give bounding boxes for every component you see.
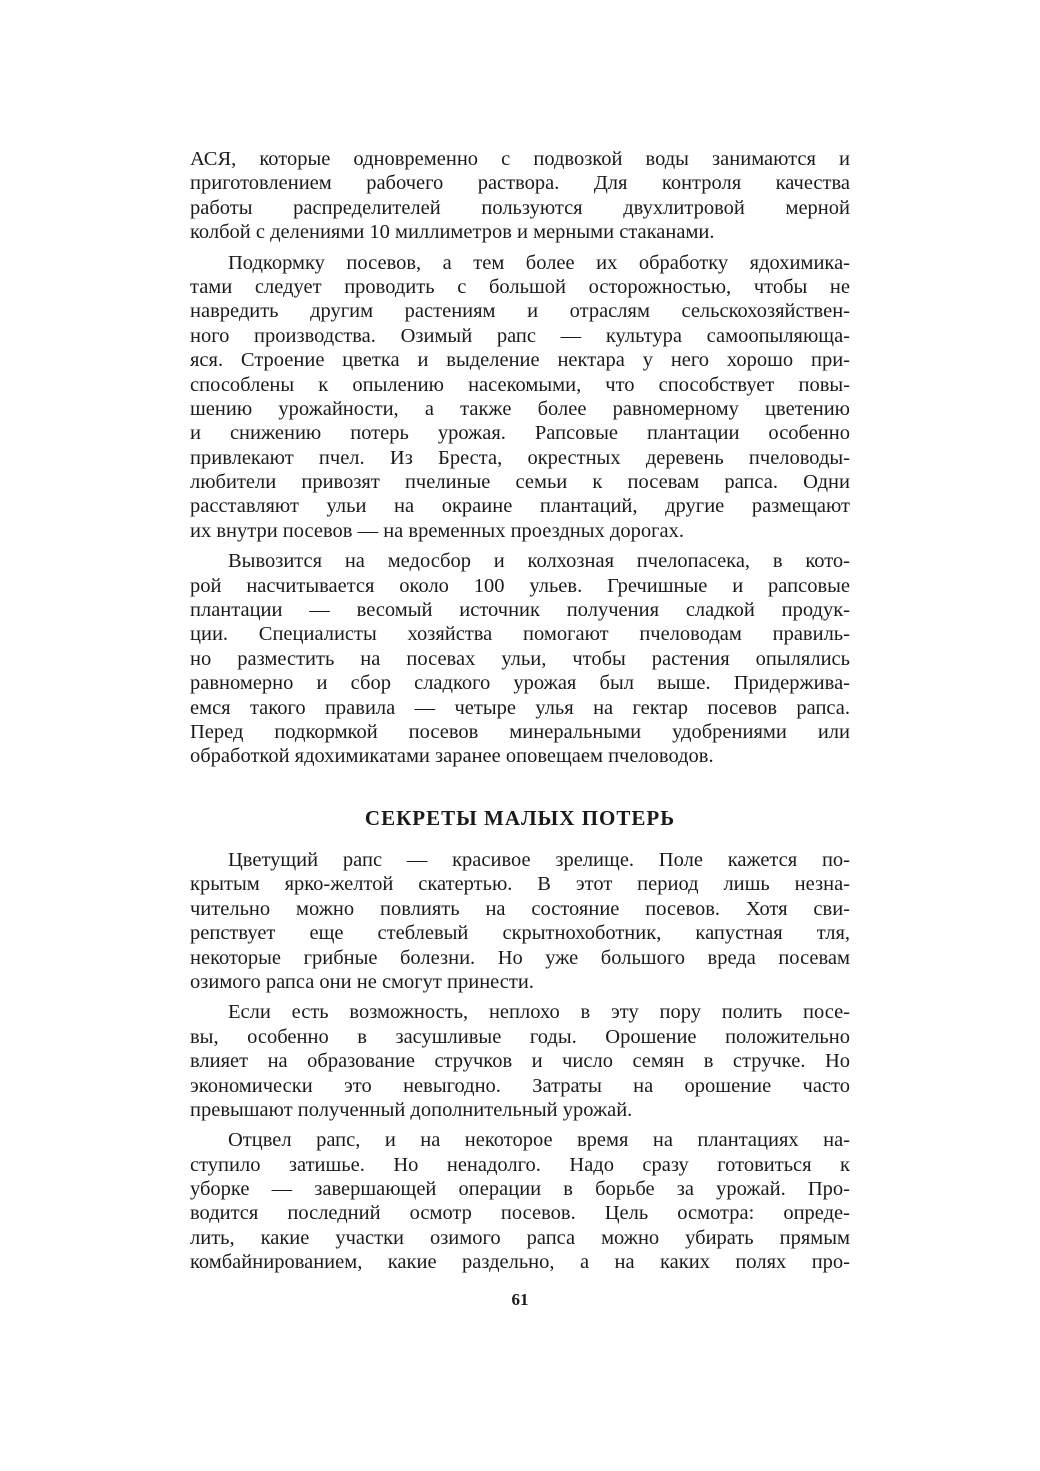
text-line: емся такого правила — четыре улья на гектар посевов рапса. xyxy=(190,696,850,719)
text-line: Если есть возможность, неплохо в эту пору полить посе- xyxy=(228,1001,850,1024)
text-line: но разместить на посевах ульи, чтобы растения опылялись xyxy=(190,647,850,670)
text-line: тами следует проводить с большой осторожностью, чтобы не xyxy=(190,275,850,298)
text-line: крытым ярко-желтой скатертью. В этот период лишь незна- xyxy=(190,873,850,896)
text-line: ного производства. Озимый рапс — культура самоопыляюща- xyxy=(190,324,850,347)
text-line: навредить другим растениям и отраслям сельскохозяйствен- xyxy=(190,300,850,323)
text-line: влияет на образование стручков и число семян в стручке. Но xyxy=(190,1050,850,1073)
text-line: колбой с делениями 10 миллиметров и мерными стаканами. xyxy=(190,221,715,244)
text-line: уборке — завершающей операции в борьбе за урожай. Про- xyxy=(190,1178,850,1201)
section-one-text xyxy=(190,147,850,775)
text-line: шению урожайности, а также более равномерному цветению xyxy=(190,397,850,420)
text-line: экономически это невыгодно. Затраты на орошение часто xyxy=(190,1074,850,1097)
page-number: 61 xyxy=(511,1290,529,1309)
text-line: рой насчитывается около 100 ульев. Гречишные и рапсовые xyxy=(190,574,850,597)
text-line: приготовлением рабочего раствора. Для контроля качества xyxy=(190,172,850,195)
text-line: привлекают пчел. Из Бреста, окрестных деревень пчеловоды- xyxy=(190,446,850,469)
text-line: Подкормку посевов, а тем более их обработку ядохимика- xyxy=(228,251,850,274)
text-line: обработкой ядохимикатами заранее оповещаем пчеловодов. xyxy=(190,745,714,768)
text-line: вы, особенно в засушливые годы. Орошение положительно xyxy=(190,1025,850,1048)
paragraph xyxy=(190,549,850,769)
text-line: чительно можно повлиять на состояние посевов. Хотя сви- xyxy=(190,897,850,920)
text-line: расставляют ульи на окраине плантаций, другие размещают xyxy=(190,495,850,518)
text-line: Отцвел рапс, и на некоторое время на плантациях на- xyxy=(228,1129,850,1152)
text-line: способлены к опылению насекомыми, что способствует повы- xyxy=(190,373,850,396)
text-line: и снижению потерь урожая. Рапсовые плантации особенно xyxy=(190,422,850,445)
paragraph xyxy=(190,1000,850,1122)
text-line: Перед подкормкой посевов минеральными удобрениями или xyxy=(190,720,850,743)
paragraph xyxy=(190,1128,850,1274)
section-heading: СЕКРЕТЫ МАЛЫХ ПОТЕРЬ xyxy=(364,806,676,830)
paragraph xyxy=(190,848,850,994)
text-line: репствует еще стеблевый скрытнохоботник, капустная тля, xyxy=(190,922,850,945)
text-line: лить, какие участки озимого рапса можно убирать прямым xyxy=(190,1226,850,1249)
text-line: любители привозят пчелиные семьи к посевам рапса. Одни xyxy=(190,471,850,494)
text-line: озимого рапса они не смогут принести. xyxy=(190,970,534,993)
paragraph xyxy=(190,147,850,245)
text-line: работы распределителей пользуются двухлитровой мерной xyxy=(190,196,850,219)
text-line: некоторые грибные болезни. Но уже большого вреда посевам xyxy=(190,946,850,969)
text-line: плантации — весомый источник получения сладкой продук- xyxy=(190,599,850,622)
text-line: водится последний осмотр посевов. Цель осмотра: опреде- xyxy=(190,1202,850,1225)
paragraph xyxy=(190,251,850,544)
text-line: равномерно и сбор сладкого урожая был выше. Придержива- xyxy=(190,672,850,695)
text-line: ции. Специалисты хозяйства помогают пчеловодам правиль- xyxy=(190,623,850,646)
text-line: АСЯ, которые одновременно с подвозкой воды занимаются и xyxy=(190,148,850,170)
text-line: превышают полученный дополнительный урожай. xyxy=(190,1098,633,1121)
text-line: яся. Строение цветка и выделение нектара у него хорошо при- xyxy=(190,349,850,372)
text-line: ступило затишье. Но ненадолго. Надо сразу готовиться к xyxy=(190,1153,850,1176)
text-line: Вывозится на медосбор и колхозная пчелопасека, в кото- xyxy=(228,550,850,573)
text-line: их внутри посевов — на временных проездных дорогах. xyxy=(190,519,684,542)
text-line: комбайнированием, какие раздельно, а на каких полях про- xyxy=(190,1251,850,1274)
section-two-text xyxy=(190,848,850,1281)
text-line: Цветущий рапс — красивое зрелище. Поле кажется по- xyxy=(228,849,850,871)
